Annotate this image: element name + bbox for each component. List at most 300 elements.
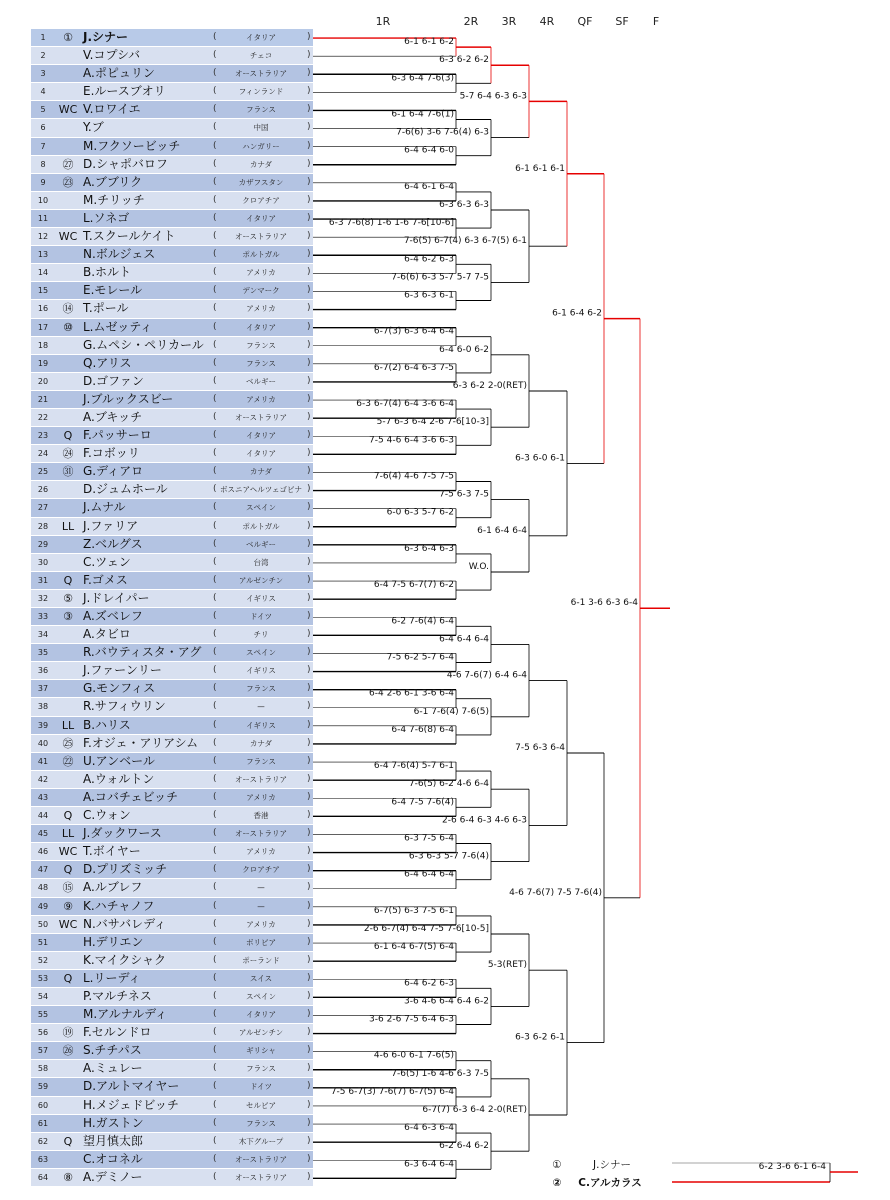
player-number: 7 [40, 141, 46, 151]
paren-close: ) [307, 1045, 311, 1056]
player-number: 44 [37, 811, 49, 821]
paren-close: ) [307, 484, 311, 495]
player-name: F.オジェ・アリアシム [83, 735, 199, 750]
paren-close: ) [307, 864, 311, 875]
player-name: A.ブキッチ [83, 409, 143, 424]
player-number: 54 [37, 991, 49, 1001]
match-score: 6-3 6-3 6-3 [439, 200, 489, 210]
player-nation: フランス [246, 340, 276, 350]
match-score: 6-4 6-4 6-4 [404, 869, 454, 880]
match-score: 6-1 6-4 7-6(1) [391, 109, 454, 120]
paren-close: ) [307, 1027, 311, 1038]
player-number: 40 [37, 738, 49, 748]
player-name: F.パッサーロ [83, 428, 152, 443]
player-seed: ㉖ [62, 1044, 74, 1058]
paren-open: ( [213, 122, 217, 133]
paren-open: ( [213, 900, 217, 911]
player-nation: チェコ [249, 51, 273, 61]
score-labels [329, 37, 638, 1169]
player-nation: アメリカ [246, 919, 276, 929]
paren-close: ) [307, 448, 311, 459]
player-number: 14 [37, 268, 49, 278]
player-name: C.ツェン [83, 554, 131, 569]
player-name: J.ファーンリー [83, 663, 162, 678]
match-score: 6-4 6-4 6-4 [439, 634, 489, 645]
paren-open: ( [213, 629, 217, 640]
player-seed: ㉒ [62, 754, 74, 768]
player-number: 28 [37, 521, 49, 531]
player-number: 43 [37, 792, 49, 802]
player-number: 20 [37, 376, 49, 386]
player-nation: — [257, 901, 265, 911]
match-score: 6-4 6-3 6-4 [404, 1123, 454, 1134]
final-seed: ② [552, 1177, 562, 1189]
paren-close: ) [307, 810, 311, 821]
player-seed: ㉓ [62, 175, 74, 189]
player-nation: 台湾 [253, 557, 269, 567]
player-number: 13 [37, 250, 49, 260]
player-name: F.コボッリ [83, 446, 140, 461]
match-score: 6-1 6-4 6-4 [477, 525, 527, 536]
paren-open: ( [213, 556, 217, 567]
paren-open: ( [213, 936, 217, 947]
match-score: 7-5 6-3 7-5 [439, 489, 489, 500]
match-score: 6-4 6-1 6-4 [404, 181, 454, 192]
player-nation: アメリカ [246, 394, 276, 404]
player-nation: ボスニアヘルツェゴビナ [220, 485, 302, 495]
player-nation: ボリビア [246, 937, 276, 947]
player-nation: スペイン [246, 991, 276, 1001]
player-nation: クロアチア [242, 865, 280, 875]
paren-close: ) [307, 194, 311, 205]
player-seed: Q [63, 1134, 73, 1148]
paren-close: ) [307, 828, 311, 839]
player-number: 11 [37, 213, 49, 223]
match-score: 6-4 6-4 6-0 [404, 145, 454, 156]
player-name: M.チリッチ [83, 192, 145, 207]
round-label: 1R [375, 15, 391, 28]
player-number: 38 [37, 702, 49, 712]
player-nation: クロアチア [242, 195, 280, 205]
paren-close: ) [307, 502, 311, 513]
paren-open: ( [213, 212, 217, 223]
paren-open: ( [213, 466, 217, 477]
match-score: 6-7(7) 6-3 6-4 2-0(RET) [422, 1105, 527, 1115]
paren-close: ) [307, 701, 311, 712]
paren-open: ( [213, 719, 217, 730]
player-nation: イタリア [246, 322, 276, 332]
player-name: D.ゴファン [83, 373, 144, 388]
player-name: B.ホルト [83, 265, 132, 280]
player-nation: オーストラリア [234, 774, 288, 784]
player-name: H.メジェドビッチ [83, 1097, 179, 1112]
paren-close: ) [307, 972, 311, 983]
match-score: 7-6(5) 1-6 4-6 6-3 7-5 [391, 1068, 489, 1079]
match-score: 6-4 6-2 6-3 [404, 978, 454, 989]
paren-close: ) [307, 1081, 311, 1092]
match-score: 6-4 7-6(8) 6-4 [391, 724, 454, 735]
paren-close: ) [307, 665, 311, 676]
paren-open: ( [213, 846, 217, 857]
match-score: 6-3 6-4 6-3 [404, 543, 454, 554]
player-name: Y.ブ [83, 120, 104, 135]
player-seed: ㉛ [62, 465, 74, 479]
paren-open: ( [213, 954, 217, 965]
player-nation: オーストラリア [234, 69, 288, 79]
paren-open: ( [213, 32, 217, 42]
match-score: 6-4 6-0 6-2 [439, 344, 489, 355]
player-number: 39 [37, 720, 49, 730]
player-nation: ベルギー [246, 539, 276, 549]
player-nation: オーストラリア [234, 1154, 288, 1164]
player-name: T.スクールケイト [83, 229, 176, 244]
paren-open: ( [213, 50, 217, 61]
match-score: 7-6(5) 6-7(4) 6-3 6-7(5) 6-1 [403, 236, 527, 247]
player-number: 47 [37, 865, 49, 875]
paren-open: ( [213, 1027, 217, 1038]
player-name: R.サフィウリン [83, 699, 166, 714]
player-nation: アメリカ [246, 847, 276, 857]
player-seed: ⑤ [63, 591, 73, 605]
player-number: 21 [37, 394, 49, 404]
player-name: J.ファリア [83, 518, 139, 533]
paren-open: ( [213, 502, 217, 513]
player-number: 19 [37, 358, 49, 368]
paren-open: ( [213, 1117, 217, 1128]
player-nation: カザフスタン [238, 177, 284, 187]
player-nation: セルビア [246, 1100, 276, 1110]
paren-open: ( [213, 1135, 217, 1146]
paren-close: ) [307, 791, 311, 802]
player-seed: WC [58, 103, 78, 117]
paren-close: ) [307, 936, 311, 947]
player-name: N.バサバレディ [83, 916, 167, 931]
player-name: G.ムペシ・ペリカール [83, 337, 204, 352]
player-name: J.ブルックスビー [83, 391, 174, 406]
player-name: T.ボイヤー [83, 844, 141, 859]
player-name: D.シャポバロフ [83, 156, 168, 171]
player-nation: ドイツ [249, 612, 273, 621]
player-seed: Q [63, 971, 73, 985]
paren-open: ( [213, 1081, 217, 1092]
match-score: 7-6(4) 4-6 7-5 7-5 [373, 471, 454, 482]
player-seed: Q [63, 809, 73, 823]
match-score: 6-4 6-2 6-3 [404, 254, 454, 265]
match-score: 6-1 3-6 6-3 6-4 [570, 598, 638, 609]
match-score: 6-3 6-0 6-1 [515, 453, 565, 464]
player-number: 42 [37, 774, 49, 784]
player-nation: フランス [246, 1064, 276, 1074]
player-seed: ㉔ [62, 447, 74, 461]
paren-close: ) [307, 86, 311, 97]
player-nation: チリ [253, 630, 269, 640]
paren-open: ( [213, 194, 217, 205]
paren-close: ) [307, 755, 311, 766]
player-number: 36 [37, 666, 49, 676]
player-nation: — [257, 883, 265, 893]
paren-open: ( [213, 140, 217, 151]
player-number: 55 [37, 1010, 49, 1020]
player-nation: — [257, 702, 265, 712]
player-number: 25 [37, 467, 49, 477]
player-name: P.マルチネス [83, 988, 152, 1003]
player-name: A.タビロ [83, 627, 131, 642]
paren-close: ) [307, 629, 311, 640]
paren-open: ( [213, 864, 217, 875]
player-nation: ポーランド [242, 955, 280, 965]
paren-open: ( [213, 647, 217, 658]
player-number: 52 [37, 955, 49, 965]
paren-close: ) [307, 140, 311, 151]
match-score: 6-1 6-4 6-7(5) 6-4 [373, 942, 454, 953]
player-number: 30 [37, 557, 49, 567]
player-nation: ベルギー [246, 376, 276, 386]
player-name: N.ボルジェス [83, 247, 156, 262]
match-score: 7-5 6-7(3) 7-6(7) 6-7(5) 6-4 [330, 1086, 454, 1097]
player-name: L.ムゼッティ [83, 319, 153, 334]
match-score: 5-3(RET) [487, 960, 527, 971]
player-name: A.デミノー [83, 1169, 143, 1184]
paren-open: ( [213, 1153, 217, 1164]
player-nation: ポルトガル [242, 250, 280, 260]
player-nation: アメリカ [246, 304, 276, 314]
player-number: 45 [37, 829, 49, 839]
player-number: 10 [37, 195, 49, 205]
player-nation: スペイン [246, 648, 276, 658]
player-name: J.シナー [83, 30, 129, 44]
paren-open: ( [213, 990, 217, 1001]
player-nation: イタリア [246, 449, 276, 459]
player-number: 5 [40, 105, 46, 115]
player-number: 4 [40, 87, 46, 97]
paren-open: ( [213, 267, 217, 278]
player-nation: フランス [246, 684, 276, 694]
player-nation: イギリス [246, 593, 276, 603]
player-seed: ① [63, 31, 73, 44]
match-score: 7-5 6-3 6-4 [515, 743, 565, 753]
player-nation: ハンガリー [242, 141, 280, 151]
match-score: 7-6(5) 6-2 4-6 6-4 [408, 779, 489, 790]
player-name: G.ディアロ [83, 464, 144, 479]
player-number: 34 [37, 630, 49, 640]
player-seed: ③ [63, 610, 73, 623]
paren-open: ( [213, 430, 217, 441]
paren-close: ) [307, 574, 311, 585]
player-name: C.ウォン [83, 808, 131, 823]
player-seed: LL [61, 718, 75, 732]
match-score: 6-3 7-5 6-4 [404, 833, 454, 844]
player-seed: WC [58, 845, 78, 859]
paren-close: ) [307, 303, 311, 314]
paren-close: ) [307, 50, 311, 61]
player-nation: カナダ [249, 159, 273, 169]
player-name: J.ムナル [83, 500, 126, 515]
player-seed: Q [63, 429, 73, 443]
paren-close: ) [307, 249, 311, 260]
paren-open: ( [213, 592, 217, 603]
paren-open: ( [213, 86, 217, 97]
player-seed: ⑧ [63, 1170, 73, 1184]
paren-open: ( [213, 665, 217, 676]
round-label: QF [577, 15, 593, 28]
player-seed: LL [61, 827, 75, 841]
final-player-name: C.アルカラス [578, 1177, 642, 1189]
player-name: J.ドレイパー [83, 590, 150, 605]
player-nation: アルゼンチン [238, 1028, 284, 1038]
paren-open: ( [213, 339, 217, 350]
paren-close: ) [307, 538, 311, 549]
match-score: 6-3 6-3 6-1 [404, 290, 454, 301]
paren-close: ) [307, 158, 311, 169]
paren-close: ) [307, 375, 311, 386]
player-nation: 中国 [253, 123, 269, 133]
player-number: 46 [37, 847, 49, 857]
player-name: D.ジュムホール [83, 482, 168, 497]
player-number: 24 [37, 449, 49, 459]
paren-open: ( [213, 393, 217, 404]
player-name: V.コプシバ [83, 48, 141, 63]
player-number: 18 [37, 340, 49, 350]
player-number: 15 [37, 286, 49, 296]
player-name: M.フクソービッチ [83, 138, 181, 153]
match-score: 6-1 6-4 6-2 [552, 308, 602, 319]
player-nation: イタリア [246, 1010, 276, 1020]
player-nation: ポルトガル [242, 521, 280, 531]
paren-open: ( [213, 411, 217, 422]
player-name: A.ポピュリン [83, 66, 155, 81]
paren-close: ) [307, 32, 311, 42]
player-nation: イタリア [246, 213, 276, 223]
match-score: 6-3 6-7(4) 6-4 3-6 6-4 [356, 399, 454, 410]
match-score: 6-4 7-5 7-6(4) [391, 797, 454, 808]
paren-close: ) [307, 339, 311, 350]
paren-open: ( [213, 611, 217, 621]
paren-open: ( [213, 303, 217, 314]
paren-close: ) [307, 176, 311, 187]
round-label: SF [615, 15, 629, 28]
match-score: 7-5 6-2 5-7 6-4 [386, 652, 454, 663]
final-result [552, 1159, 858, 1189]
player-seed: ⑭ [62, 302, 74, 316]
paren-close: ) [307, 1153, 311, 1164]
player-nation: 香港 [253, 811, 269, 821]
paren-open: ( [213, 375, 217, 386]
player-seed: ㉕ [62, 736, 74, 750]
paren-close: ) [307, 611, 311, 621]
player-name: A.ルブレフ [83, 880, 143, 895]
player-number: 12 [37, 232, 49, 242]
paren-open: ( [213, 755, 217, 766]
paren-close: ) [307, 1009, 311, 1020]
player-nation: フランス [246, 756, 276, 766]
match-score: 3-6 2-6 7-5 6-4 6-3 [369, 1014, 454, 1025]
match-score: 6-1 6-1 6-1 [515, 163, 565, 174]
player-number: 59 [37, 1082, 49, 1092]
match-score: 4-6 6-0 6-1 7-6(5) [373, 1050, 454, 1061]
player-number: 16 [37, 304, 49, 314]
match-score: 6-1 6-1 6-2 [404, 37, 454, 48]
paren-close: ) [307, 918, 311, 929]
player-name: K.マイクシャク [83, 952, 166, 967]
player-seed: ㉗ [62, 157, 74, 171]
player-name: D.プリズミッチ [83, 862, 168, 877]
match-score: 6-3 6-4 6-4 [404, 1159, 454, 1170]
player-nation: カナダ [249, 467, 273, 477]
match-score: 6-4 7-5 6-7(7) 6-2 [373, 580, 454, 591]
player-nation: ギリシャ [246, 1046, 276, 1056]
player-number: 2 [40, 51, 46, 61]
player-number: 8 [40, 159, 46, 169]
match-score: 6-4 2-6 6-1 3-6 6-4 [369, 688, 454, 699]
player-name: A.ズベレフ [83, 609, 143, 623]
player-number: 32 [37, 593, 49, 603]
match-score: 4-6 7-6(7) 6-4 6-4 [446, 670, 527, 681]
match-score: 3-6 4-6 6-4 6-4 6-2 [404, 996, 489, 1007]
player-seed: Q [63, 573, 73, 587]
paren-close: ) [307, 592, 311, 603]
player-number: 22 [37, 412, 49, 422]
player-number: 29 [37, 539, 49, 549]
paren-open: ( [213, 791, 217, 802]
player-name: S.チチパス [83, 1043, 142, 1058]
paren-open: ( [213, 810, 217, 821]
player-name: A.コバチェビッチ [83, 789, 178, 804]
player-nation: イタリア [246, 33, 276, 42]
player-number: 17 [37, 322, 49, 332]
player-number: 37 [37, 684, 49, 694]
paren-close: ) [307, 104, 311, 115]
paren-close: ) [307, 954, 311, 965]
player-seed: LL [61, 519, 75, 533]
match-score: W.O. [468, 562, 489, 572]
player-number: 1 [40, 33, 46, 42]
player-number: 51 [37, 937, 49, 947]
player-number: 61 [37, 1118, 49, 1128]
player-seed: ⑲ [62, 1026, 74, 1040]
player-seed: WC [58, 230, 78, 244]
paren-open: ( [213, 1099, 217, 1110]
paren-close: ) [307, 737, 311, 748]
paren-open: ( [213, 1063, 217, 1074]
player-name: 望月慎太郎 [83, 1133, 144, 1148]
paren-close: ) [307, 68, 311, 79]
paren-close: ) [307, 430, 311, 441]
paren-open: ( [213, 574, 217, 585]
player-name: G.モンフィス [83, 681, 156, 696]
match-score: 2-6 6-4 6-3 4-6 6-3 [442, 815, 527, 826]
match-score: 2-6 6-7(4) 6-4 7-5 7-6[10-5] [363, 924, 489, 934]
player-nation: スペイン [246, 503, 276, 513]
player-number: 49 [37, 901, 49, 911]
player-number: 56 [37, 1028, 49, 1038]
player-nation: アルゼンチン [238, 575, 284, 585]
paren-close: ) [307, 1063, 311, 1074]
paren-close: ) [307, 285, 311, 296]
paren-open: ( [213, 231, 217, 242]
match-score: 5-7 6-4 6-3 6-3 [459, 91, 527, 102]
paren-close: ) [307, 882, 311, 893]
player-nation: イタリア [246, 431, 276, 441]
player-nation: フィンランド [238, 87, 284, 97]
paren-open: ( [213, 1171, 217, 1182]
paren-open: ( [213, 158, 217, 169]
player-number: 9 [40, 177, 46, 187]
player-number: 6 [40, 123, 46, 133]
paren-close: ) [307, 1171, 311, 1182]
round-label: F [652, 15, 660, 28]
match-score: 6-7(2) 6-4 6-3 7-5 [373, 362, 454, 373]
paren-open: ( [213, 828, 217, 839]
